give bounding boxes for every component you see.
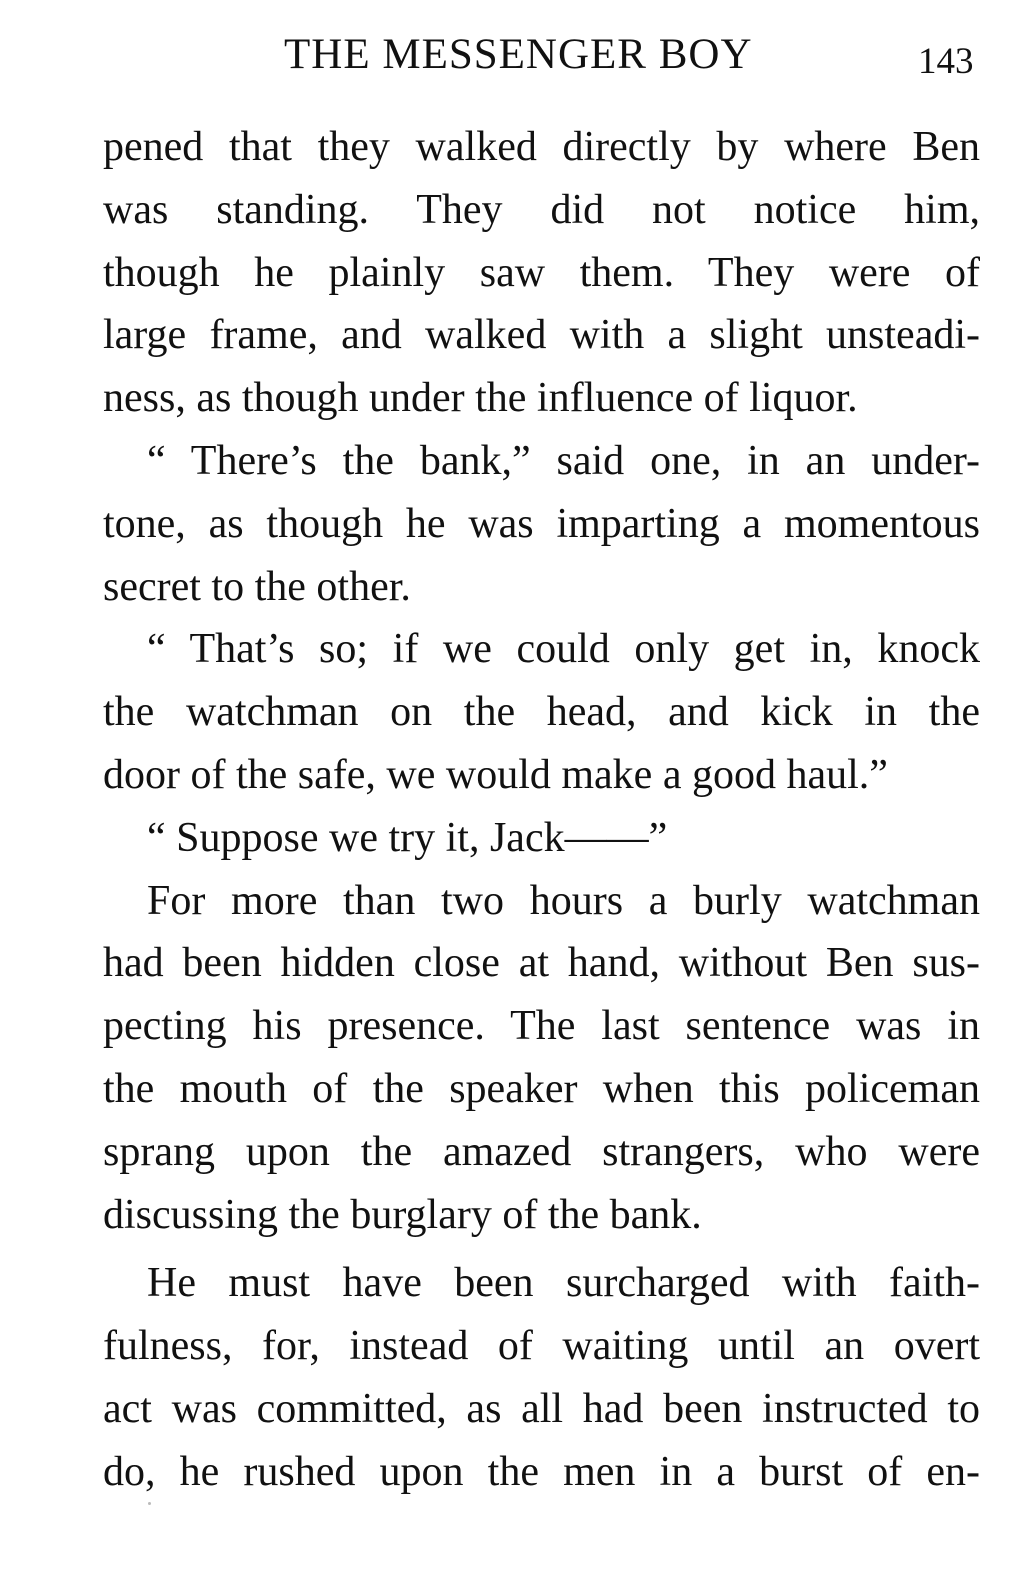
text-line: had been hidden close at hand, without Ben sus-	[103, 940, 980, 987]
text-line: the watchman on the head, and kick in the	[103, 689, 980, 736]
text-line: though he plainly saw them. They were of	[103, 249, 980, 296]
body-text	[103, 116, 980, 1504]
text-line: pecting his presence. The last sentence was in	[103, 1003, 980, 1050]
text-line: pened that they walked directly by where Ben	[103, 124, 980, 170]
text-line: He must have been surcharged with faith-	[147, 1260, 980, 1307]
text-line: fulness, for, instead of waiting until an overt	[103, 1323, 980, 1370]
print-speck	[148, 1502, 151, 1505]
text-line: the mouth of the speaker when this policeman	[103, 1065, 980, 1112]
text-line: “ That’s so; if we could only get in, knock	[147, 626, 980, 673]
text-line: door of the safe, we would make a good haul.”	[103, 751, 888, 798]
text-line: act was committed, as all had been instructed to	[103, 1385, 980, 1432]
page-number: 143	[918, 41, 974, 82]
text-line: “ Suppose we try it, Jack——”	[147, 814, 668, 861]
text-line: secret to the other.	[103, 563, 411, 610]
text-line: large frame, and walked with a slight unsteadi-	[103, 312, 980, 359]
text-line: discussing the burglary of the bank.	[103, 1191, 702, 1238]
running-head	[0, 30, 1025, 90]
text-line: was standing. They did not notice him,	[103, 186, 980, 233]
running-title: THE MESSENGER BOY	[284, 31, 753, 78]
text-line: do, he rushed upon the men in a burst of en-	[103, 1448, 980, 1495]
text-line: “ There’s the bank,” said one, in an under-	[147, 437, 980, 484]
text-line: ness, as though under the influence of liquor.	[103, 375, 858, 422]
text-line: tone, as though he was imparting a momentous	[103, 500, 980, 547]
text-line: For more than two hours a burly watchman	[147, 877, 980, 924]
text-line: sprang upon the amazed strangers, who were	[103, 1128, 980, 1175]
